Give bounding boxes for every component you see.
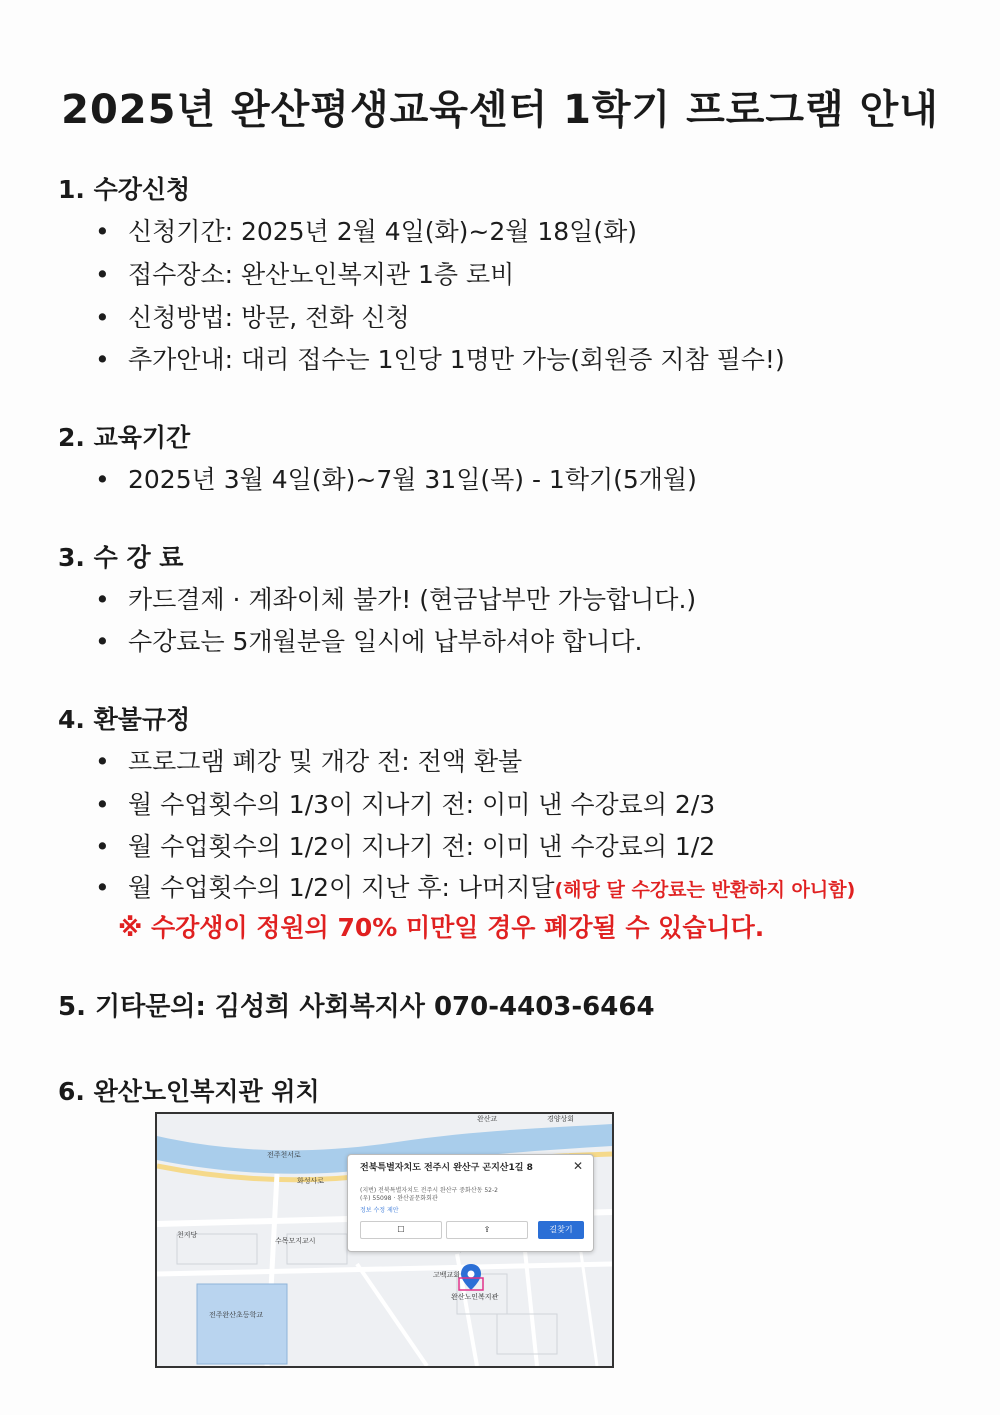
map-label-h: 완산교	[477, 1115, 498, 1123]
map-label-road: 전주천서로	[267, 1151, 301, 1159]
s3-item-2: • 수강료는 5개월분을 일시에 납부하셔야 합니다.	[95, 627, 643, 656]
share-button[interactable]: ⇪	[446, 1221, 528, 1239]
save-button[interactable]: ☐	[360, 1221, 442, 1239]
map-label-f: 전주완산초등학교	[209, 1311, 264, 1319]
section-1-heading: 1. 수강신청	[58, 175, 191, 204]
s1-item-4: • 추가안내: 대리 접수는 1인당 1명만 가능(회원증 지참 필수!)	[95, 345, 785, 374]
s4-item-1: • 프로그램 폐강 및 개강 전: 전액 환불	[95, 747, 523, 776]
close-icon[interactable]: ✕	[572, 1159, 583, 1173]
s4-item-2: • 월 수업횟수의 1/3이 지나기 전: 이미 낸 수강료의 2/3	[95, 790, 716, 819]
s4-item-4: • 월 수업횟수의 1/2이 지난 후: 나머지달(해당 달 수강료는 반환하지 아니함)	[95, 873, 856, 902]
contact-info: 5. 기타문의: 김성희 사회복지사 070-4403-6464	[58, 992, 655, 1022]
refund-note: (해당 달 수강료는 반환하지 아니함)	[554, 879, 856, 901]
s1-item-1: • 신청기간: 2025년 2월 4일(화)~2월 18일(화)	[95, 217, 637, 246]
map-info-popup	[347, 1154, 594, 1252]
map-label-g: 고백교회	[433, 1271, 461, 1279]
edit-suggestion-link[interactable]: 정보 수정 제안	[360, 1207, 399, 1214]
map-pin-label: 완산노인복지관	[451, 1293, 499, 1301]
popup-jibun: (지번) 전북특별자치도 전주시 완산구 중화산동 52-2 (우) 55098 · 완산골문화회관	[360, 1187, 498, 1202]
page-title: 2025년 완산평생교육센터 1학기 프로그램 안내	[61, 87, 939, 133]
route-button[interactable]: 길찾기	[538, 1221, 584, 1239]
s1-item-3: • 신청방법: 방문, 전화 신청	[95, 303, 410, 332]
map-label-b: 수목모지교시	[275, 1237, 316, 1245]
location-map[interactable]	[155, 1112, 614, 1368]
section-3-heading: 3. 수 강 료	[58, 543, 184, 572]
s1-item-2: • 접수장소: 완산노인복지관 1층 로비	[95, 260, 515, 289]
map-label-a: 화성사로	[297, 1177, 325, 1185]
section-6-heading: 6. 완산노인복지관 위치	[58, 1077, 320, 1106]
section-4-heading: 4. 환불규정	[58, 705, 191, 734]
s4-item-3: • 월 수업횟수의 1/2이 지나기 전: 이미 낸 수강료의 1/2	[95, 832, 716, 861]
s2-item-1: • 2025년 3월 4일(화)~7월 31일(목) - 1학기(5개월)	[95, 465, 697, 494]
closing-warning: ※ 수강생이 정원의 70% 미만일 경우 폐강될 수 있습니다.	[118, 913, 765, 942]
s3-item-1: • 카드결제 · 계좌이체 불가! (현금납부만 가능합니다.)	[95, 585, 697, 614]
popup-address: 전북특별자치도 전주시 완산구 곤지산1길 8	[360, 1163, 533, 1173]
map-label-c: 천지당	[177, 1231, 198, 1239]
map-label-i: 경양상회	[547, 1115, 575, 1123]
section-2-heading: 2. 교육기간	[58, 423, 191, 452]
